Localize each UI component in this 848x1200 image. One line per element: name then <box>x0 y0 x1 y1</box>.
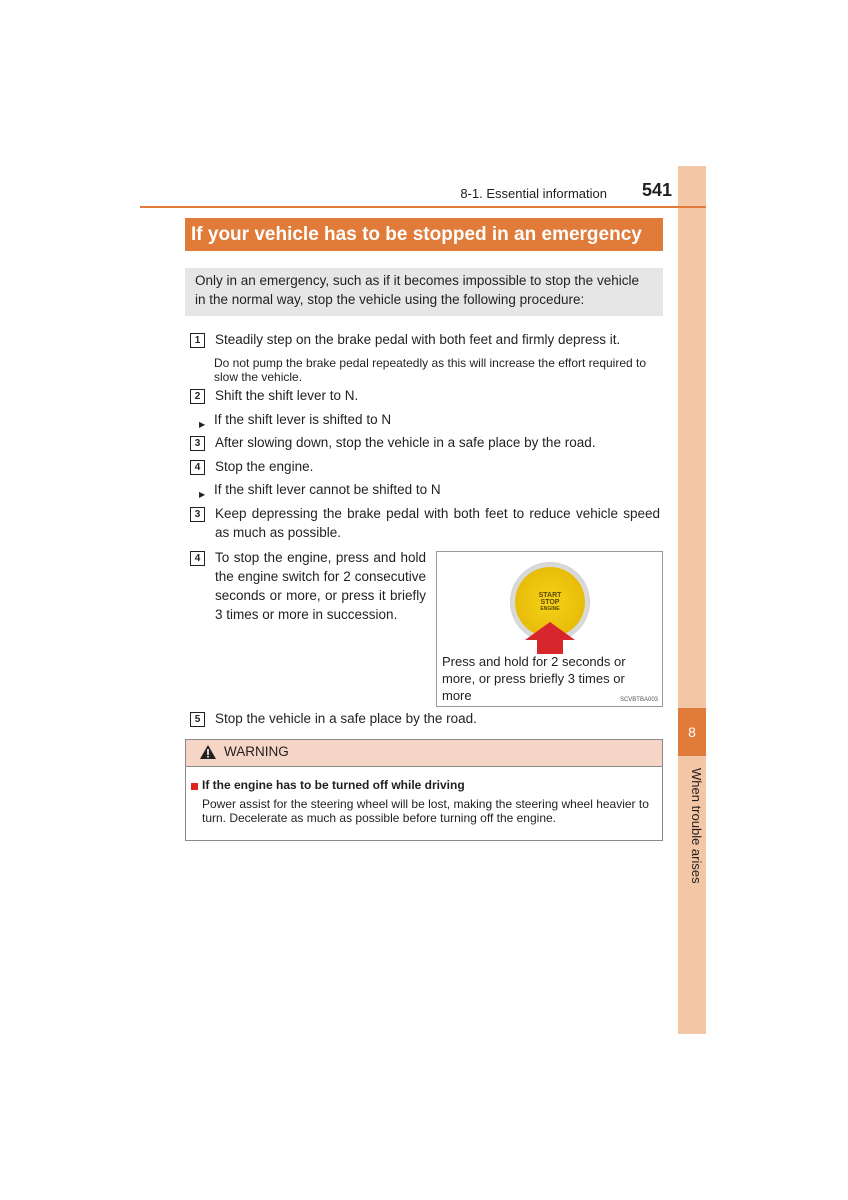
sub-heading <box>199 480 441 504</box>
step-text: Shift the shift lever to N. <box>215 388 359 403</box>
chapter-label: When trouble arises <box>689 768 704 884</box>
step-item <box>190 433 595 452</box>
step-number: 3 <box>190 507 205 522</box>
step-number: 2 <box>190 389 205 404</box>
step-text: Stop the vehicle in a safe place by the road. <box>215 711 477 726</box>
step-number: 3 <box>190 436 205 451</box>
switch-label-line: START <box>538 591 562 599</box>
red-square-bullet-icon <box>191 783 198 790</box>
step-item <box>190 504 660 542</box>
step-text: Steadily step on the brake pedal with both feet and firmly depress it. <box>215 332 621 347</box>
press-arrow-icon <box>525 622 575 654</box>
switch-label-line: ENGINE <box>540 605 560 612</box>
step-number: 1 <box>190 333 205 348</box>
step-text: After slowing down, stop the vehicle in a safe place by the road. <box>215 435 596 450</box>
sub-heading <box>199 410 391 434</box>
switch-label-line: STOP <box>540 598 560 606</box>
step-number: 5 <box>190 712 205 727</box>
chapter-side-tab <box>678 166 706 1034</box>
section-title: If your vehicle has to be stopped in an emergency <box>185 218 663 251</box>
step-note: Do not pump the brake pedal repeatedly as this will increase the effort required to slow the vehicle. <box>214 356 647 384</box>
step-item <box>190 457 313 476</box>
warning-triangle-icon <box>200 745 216 759</box>
figure-code: SCVBTBA003 <box>619 697 658 703</box>
sub-heading-text: If the shift lever cannot be shifted to N <box>214 482 441 497</box>
step-text: To stop the engine, press and hold the engine switch for 2 consecutive seconds or more, or press it briefly 3 times or more in succession. <box>215 550 426 622</box>
step-item <box>190 386 358 405</box>
warning-header <box>186 740 662 767</box>
step-text: Keep depressing the brake pedal with both feet to reduce vehicle speed as much as possible. <box>215 506 660 540</box>
warning-label: WARNING <box>224 744 289 759</box>
step-item <box>190 709 477 728</box>
warning-heading: If the engine has to be turned off while driving <box>202 778 465 792</box>
triangle-right-icon: ▶ <box>199 420 206 429</box>
step-item <box>190 330 620 349</box>
engine-switch-figure <box>436 551 663 707</box>
intro-box: Only in an emergency, such as if it becomes impossible to stop the vehicle in the normal way, stop the vehicle using the following procedure: <box>185 268 663 316</box>
section-header: 8-1. Essential information <box>460 186 607 201</box>
warning-text: Power assist for the steering wheel will be lost, making the steering wheel heavier to turn. Decelerate as much as possible before turning off the engine. <box>202 797 649 825</box>
figure-caption: Press and hold for 2 seconds or more, or press briefly 3 times or more <box>442 654 626 703</box>
step-text: Stop the engine. <box>215 459 314 474</box>
step-item <box>190 548 426 624</box>
step-number: 4 <box>190 460 205 475</box>
page-number: 541 <box>641 180 672 200</box>
header-rule <box>140 206 706 208</box>
sub-heading-text: If the shift lever is shifted to N <box>214 412 392 427</box>
chapter-number: 8 <box>678 708 706 756</box>
warning-box <box>185 739 663 841</box>
triangle-right-icon: ▶ <box>199 490 206 499</box>
step-number: 4 <box>190 551 205 566</box>
